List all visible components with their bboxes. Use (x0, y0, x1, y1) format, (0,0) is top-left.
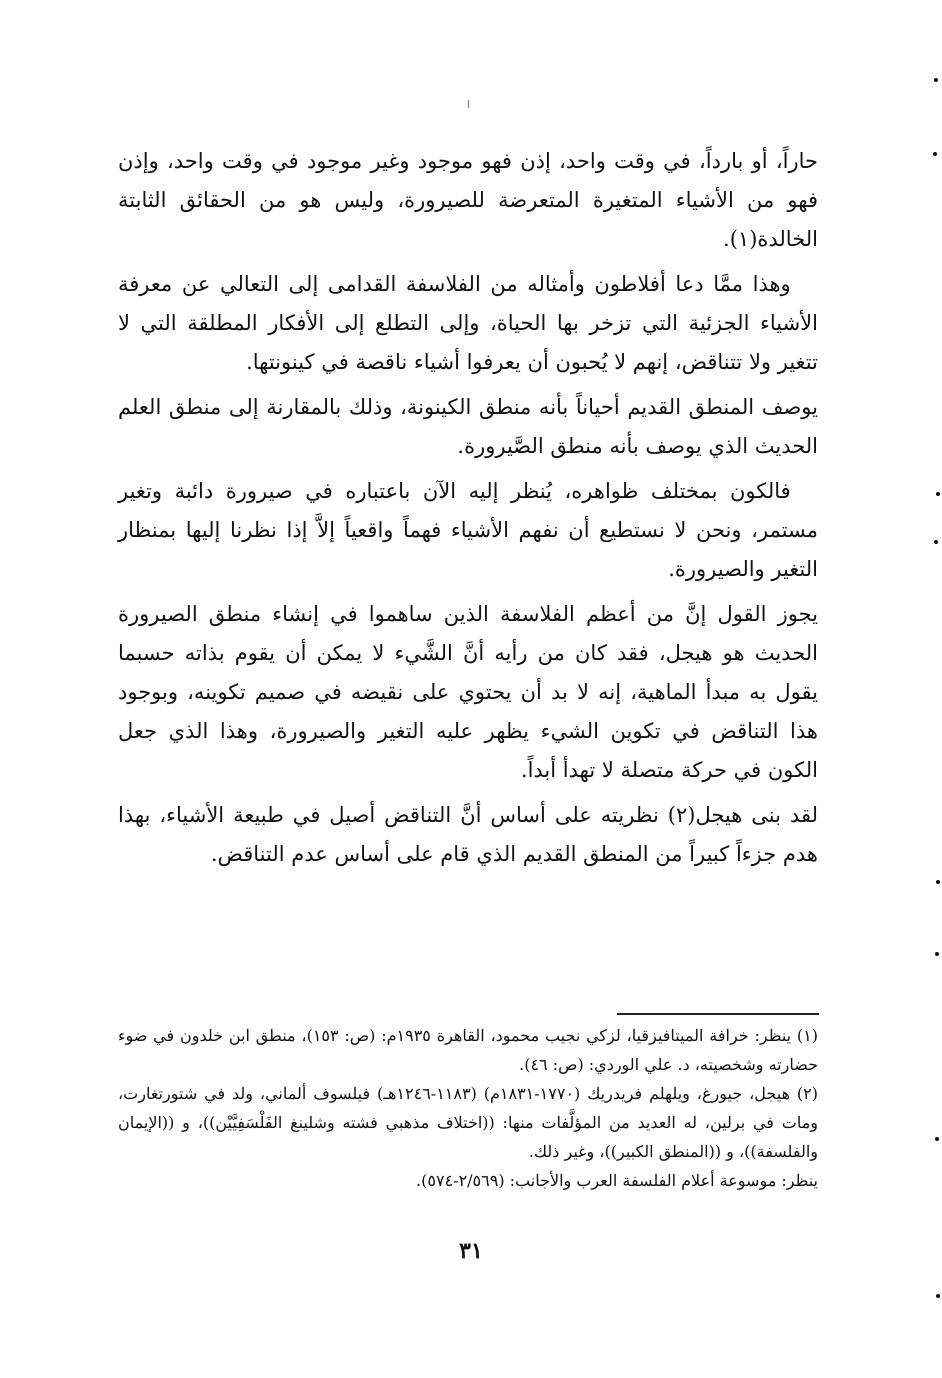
scan-speck (935, 1137, 939, 1141)
footnote: (١) ينظر: خرافة الميتافيزقيا، لزكي نجيب محمود، القاهرة ١٩٣٥م: (ص: ١٥٣)، منطق ابن خلدون في ضوء حضارته وشخصيته، د. علي الوردي: (ص: ٤٦). (118, 1026, 819, 1074)
footnote: ينظر: موسوعة أعلام الفلسفة العرب والأجانب: (٢/٥٦٩-٥٧٤). (416, 1171, 818, 1190)
paragraph: يجوز القول إنَّ من أعظم الفلاسفة الذين ساهموا في إنشاء منطق الصيرورة الحديث هو هيجل، فقد كان من رأيه أنَّ الشَّيء لا يمكن أن يقوم بذاته حسبما يقول به مبدأ الماهية، إنه لا بد أن يحتوي على نقيضه في صميم تكوينه، وبوجود هذا التناقض في تكوين الشيء يظهر عليه التغير والصيرورة، وهذا الذي جعل الكون في حركة متصلة لا تهدأ أبداً. (118, 602, 818, 782)
footnote-separator (617, 1013, 819, 1015)
scan-speck (936, 880, 940, 884)
paragraph: وهذا ممَّا دعا أفلاطون وأمثاله من الفلاسفة القدامى إلى التعالي عن معرفة الأشياء الجزئية التي تزخر بها الحياة، وإلى التطلع إلى الأفكار المطلقة التي لا تتغير ولا تتناقض، إنهم لا يُحبون أن يعرفوا أشياء ناقصة في كينونتها. (118, 272, 818, 374)
paragraph: لقد بنى هيجل(٢) نظريته على أساس أنَّ التناقض أصيل في طبيعة الأشياء، بهذا هدم جزءاً كبيراً من المنطق القديم الذي قام على أساس عدم التناقض. (118, 803, 818, 866)
scan-speck (935, 952, 939, 956)
scan-speck (936, 492, 940, 496)
footnote: (٢) هيجل، جيورغ، ويلهلم فريدريك (١٧٧٠-١٨٣١م) (١١٨٣-١٢٤٦هـ) فيلسوف ألماني، ولد في شتورتغارت، ومات في برلين، له العديد من المؤلَّفات منها: ((اختلاف مذهبي فشته وشلينغ الفَلْسَفِيَّيْن))، و ((الإيمان والفلسفة))، و ((المنطق الكبير))، وغير ذلك. (118, 1084, 819, 1161)
paragraph: فالكون بمختلف ظواهره، يُنظر إليه الآن باعتباره في صيرورة دائبة وتغير مستمر، ونحن لا نستطيع أن نفهم الأشياء فهماً واقعياً إلاَّ إذا نظرنا إليها بمنظار التغير والصيرورة. (118, 479, 818, 581)
scan-speck (933, 152, 937, 156)
scan-speck (934, 540, 938, 544)
header-mark (468, 100, 469, 108)
main-text (118, 142, 818, 874)
scan-speck (936, 1294, 940, 1298)
scan-speck (934, 78, 938, 82)
page-number: ٣١ (459, 1238, 483, 1264)
paragraph: يوصف المنطق القديم أحياناً بأنه منطق الكينونة، وذلك بالمقارنة إلى منطق العلم الحديث الذي يوصف بأنه منطق الصَّيرورة. (118, 395, 818, 458)
paragraph: حاراً، أو بارداً، في وقت واحد، إذن فهو موجود وغير موجود في وقت واحد، وإذن فهو من الأشياء المتغيرة المتعرضة للصيرورة، وليس هو من الحقائق الثابتة الخالدة(١). (118, 149, 818, 251)
footnotes (118, 1021, 818, 1195)
